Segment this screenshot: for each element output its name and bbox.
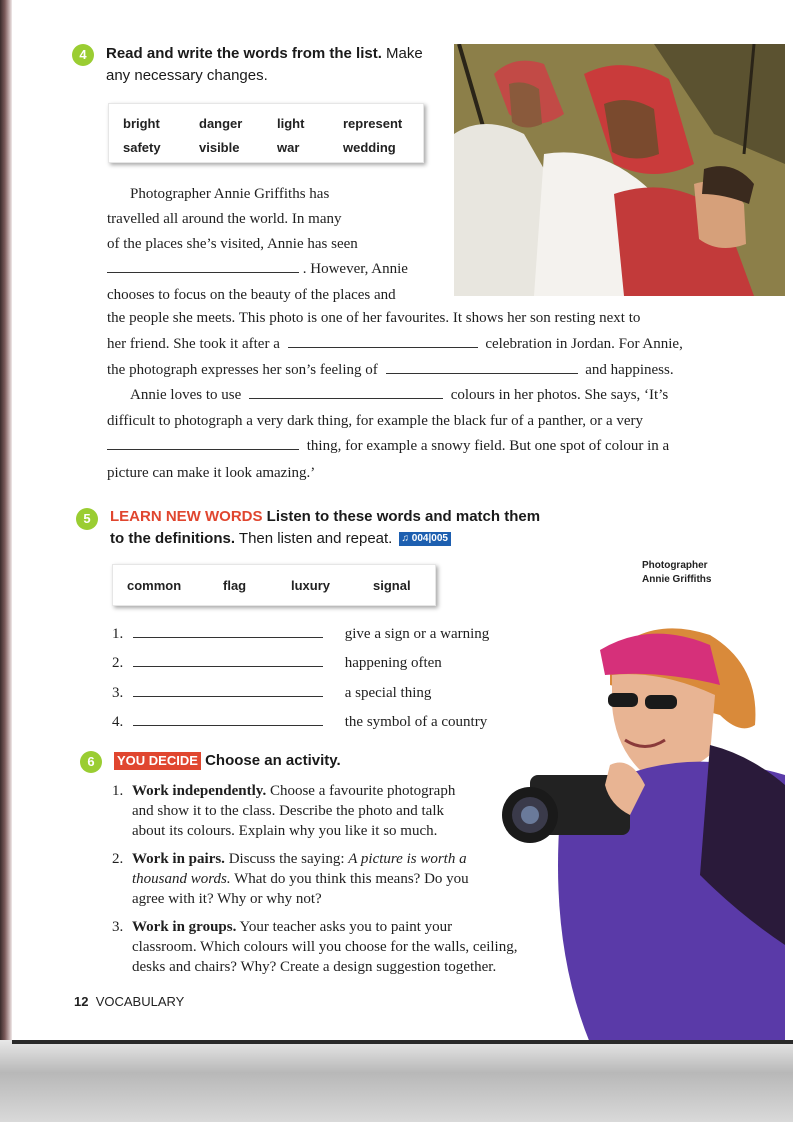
text-line-11	[107, 434, 669, 459]
book-spine	[0, 0, 12, 1122]
text-line-7b: celebration in Jordan. For Annie,	[485, 336, 683, 352]
exercise-number-5: 5	[76, 508, 98, 530]
definition-blank-4[interactable]	[133, 711, 323, 726]
item-number: 4.	[112, 714, 124, 730]
text-line-9b: colours in her photos. She says, ‘It’s	[450, 387, 669, 403]
text-line-5: chooses to focus on the beauty of the places and	[107, 287, 396, 303]
item-number: 1.	[112, 626, 124, 642]
answer-blank-5[interactable]	[107, 435, 299, 450]
activity-line-3: agree with it? Why or why not?	[132, 891, 322, 907]
word-signal: signal	[373, 578, 411, 593]
audio-track-1: 004	[411, 533, 429, 545]
word-common: common	[127, 578, 182, 593]
word-safety: safety	[123, 140, 161, 155]
answer-blank-4[interactable]	[249, 384, 443, 399]
section-label: VOCABULARY	[95, 994, 185, 1009]
exercise-5-heading	[110, 506, 560, 550]
page-number: 12	[74, 994, 89, 1009]
definition-row	[112, 652, 442, 672]
definition-text: a special thing	[344, 685, 432, 701]
exercise-4-heading	[106, 43, 446, 87]
photo-caption	[642, 559, 711, 587]
heading-bold: Read and write the words from the list.	[106, 45, 382, 62]
definition-text: happening often	[344, 655, 442, 671]
activity-line-1: Choose a favourite photograph	[266, 783, 456, 799]
activity-3	[112, 917, 572, 977]
word-wedding: wedding	[343, 140, 396, 155]
word-bright: bright	[123, 116, 160, 131]
activity-lead: Work independently.	[132, 783, 267, 799]
heading-bold: Choose an activity.	[205, 752, 341, 769]
activity-line-1a: Discuss the saying:	[224, 851, 349, 867]
word-visible: visible	[199, 140, 240, 155]
activity-line-2b: What do you think this means? Do you	[230, 871, 469, 887]
definition-text: the symbol of a country	[344, 714, 488, 730]
text-line-9a: Annie loves to use	[130, 387, 242, 403]
page-footer	[74, 994, 184, 1009]
activity-line-2a: thousand words.	[132, 871, 231, 887]
word-list-box-4	[108, 103, 424, 163]
activity-line-1: Your teacher asks you to paint your	[236, 919, 453, 935]
text-line-8	[107, 358, 674, 383]
text-line-7	[107, 332, 683, 357]
activity-1	[112, 781, 552, 841]
text-line-6: the people she meets. This photo is one of her favourites. It shows her son resting next to	[107, 310, 641, 326]
photo-men-and-child	[454, 44, 785, 296]
text-line-1: Photographer Annie Griffiths has	[130, 186, 330, 202]
word-danger: danger	[199, 116, 243, 131]
you-decide-label: YOU DECIDE	[114, 752, 201, 770]
photo-illustration	[454, 44, 785, 296]
word-represent: represent	[343, 116, 403, 131]
definition-text: give a sign or a warning	[344, 626, 490, 642]
audio-track-icon[interactable]: ♫ 004|005	[399, 532, 451, 546]
activity-number: 1.	[112, 783, 124, 799]
activity-lead: Work in pairs.	[132, 851, 225, 867]
definition-blank-1[interactable]	[133, 623, 323, 638]
item-number: 3.	[112, 685, 124, 701]
word-list-box-5	[112, 564, 436, 606]
word-flag: flag	[223, 578, 247, 593]
answer-blank-2[interactable]	[288, 333, 478, 348]
text-line-8b: and happiness.	[585, 362, 674, 378]
activity-line-1b: A picture is worth a	[348, 851, 467, 867]
heading-bold-2: to the definitions.	[110, 530, 235, 547]
text-line-7a: her friend. She took it after a	[107, 336, 280, 352]
text-line-4-text: . However, Annie	[302, 261, 408, 277]
text-line-10: difficult to photograph a very dark thing, for example the black fur of a panther, or a very	[107, 413, 644, 429]
text-line-9	[130, 383, 668, 408]
exercise-6-heading	[114, 750, 341, 772]
definition-row	[112, 623, 489, 643]
word-light: light	[277, 116, 305, 131]
definition-blank-2[interactable]	[133, 652, 323, 667]
text-line-8a: the photograph expresses her son’s feeling of	[107, 362, 378, 378]
activity-line-2: and show it to the class. Describe the photo and talk	[132, 803, 445, 819]
heading-rest: Then listen and repeat.	[238, 530, 393, 547]
heading-rest-2: any necessary changes.	[106, 67, 268, 84]
scan-bottom-shadow	[0, 1040, 793, 1122]
answer-blank-1[interactable]	[107, 258, 299, 273]
definition-row	[112, 682, 431, 702]
heading-rest: Make	[386, 45, 423, 62]
heading-bold-1: Listen to these words and match them	[266, 508, 541, 525]
activity-line-3: about its colours. Explain why you like it so much.	[132, 823, 438, 839]
activity-number: 2.	[112, 851, 124, 867]
audio-track-2: 005	[431, 533, 448, 545]
text-line-12: picture can make it look amazing.’	[107, 465, 316, 481]
text-line-2: travelled all around the world. In many	[107, 211, 342, 227]
activity-lead: Work in groups.	[132, 919, 237, 935]
activity-number: 3.	[112, 919, 124, 935]
activity-2	[112, 849, 552, 909]
text-line-11-text: thing, for example a snowy field. But one spot of colour in a	[306, 438, 670, 454]
page-edge	[12, 1040, 793, 1044]
text-line-3: of the places she’s visited, Annie has seen	[107, 236, 358, 252]
item-number: 2.	[112, 655, 124, 671]
activity-line-3: desks and chairs? Why? Create a design suggestion together.	[132, 959, 497, 975]
text-line-4	[107, 257, 408, 282]
definition-row	[112, 711, 487, 731]
caption-line-1: Photographer	[642, 560, 708, 571]
learn-new-words-label: LEARN NEW WORDS	[110, 508, 263, 525]
definition-blank-3[interactable]	[133, 682, 323, 697]
word-war: war	[277, 140, 300, 155]
activity-line-2: classroom. Which colours will you choose for the walls, ceiling,	[132, 939, 518, 955]
caption-line-2: Annie Griffiths	[642, 574, 712, 585]
exercise-number-6: 6	[80, 751, 102, 773]
word-luxury: luxury	[291, 578, 331, 593]
exercise-number-4: 4	[72, 44, 94, 66]
answer-blank-3[interactable]	[386, 359, 578, 374]
